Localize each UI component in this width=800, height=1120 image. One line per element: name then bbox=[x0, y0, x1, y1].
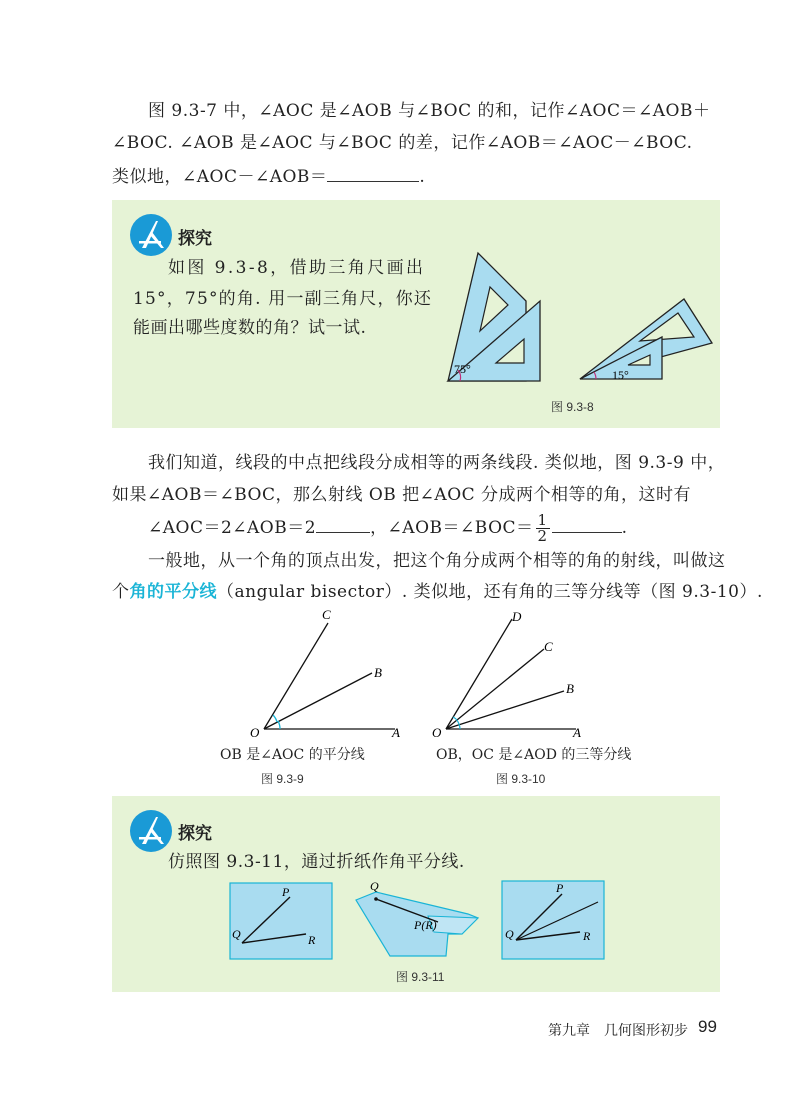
figure-9-3-10 bbox=[430, 605, 600, 750]
explore-icon bbox=[128, 212, 174, 258]
answer-blank-3[interactable] bbox=[552, 514, 622, 533]
label-c: C bbox=[544, 639, 553, 654]
label-q-2: Q bbox=[370, 879, 379, 893]
angle-mark-2 bbox=[273, 715, 277, 722]
equation-part2: ，∠AOB＝∠BOC＝ bbox=[370, 518, 534, 538]
label-a: A bbox=[573, 725, 581, 740]
explore1-line3: 能画出哪些度数的角？试一试. bbox=[133, 318, 367, 338]
label-d: D bbox=[512, 609, 522, 624]
para2-line2: 如果∠AOB＝∠BOC，那么射线 OB 把∠AOC 分成两个相等的角，这时有 bbox=[112, 485, 692, 505]
answer-blank[interactable] bbox=[327, 163, 419, 182]
fig9-description: OB 是∠AOC 的平分线 bbox=[220, 747, 365, 763]
label-q-3: Q bbox=[505, 927, 514, 941]
label-b: B bbox=[374, 665, 382, 680]
para3-line2 bbox=[112, 580, 763, 604]
caption-9-3-10: 图 9.3-10 bbox=[496, 772, 546, 786]
caption-9-3-11: 图 9.3-11 bbox=[396, 970, 445, 984]
para3-post: （angular bisector）. 类似地，还有角的三等分线等（图 9.3-10）. bbox=[217, 582, 763, 602]
label-o: O bbox=[250, 725, 260, 740]
label-p-3: P bbox=[556, 881, 564, 895]
label-a: A bbox=[392, 725, 400, 740]
figure-9-3-9 bbox=[240, 605, 420, 750]
set-squares-figure bbox=[440, 245, 720, 395]
label-pr-2: P(R) bbox=[414, 918, 437, 932]
explore-icon bbox=[128, 808, 174, 854]
paper-1 bbox=[230, 883, 332, 959]
fraction-numerator: 1 bbox=[537, 511, 548, 529]
angle-mark-1 bbox=[278, 721, 280, 729]
para1-line3-text: 类似地，∠AOC－∠AOB＝ bbox=[112, 167, 328, 187]
label-15: 15° bbox=[612, 368, 629, 382]
explore1-line2: 15°，75°的角. 用一副三角尺，你还 bbox=[133, 289, 433, 309]
explore-title-2: 探究 bbox=[178, 824, 212, 844]
answer-blank-2[interactable] bbox=[316, 514, 370, 533]
fig10-description: OB，OC 是∠AOD 的三等分线 bbox=[436, 747, 632, 763]
fraction-one-half bbox=[536, 513, 550, 544]
equation-part1: ∠AOC＝2∠AOB＝2 bbox=[148, 518, 317, 538]
fraction-denominator: 2 bbox=[537, 527, 548, 545]
explore-title-1: 探究 bbox=[178, 229, 212, 249]
label-r-3: R bbox=[583, 929, 591, 943]
para2-line1: 我们知道，线段的中点把线段分成相等的两条线段. 类似地，图 9.3-9 中， bbox=[148, 453, 726, 473]
label-b: B bbox=[566, 681, 574, 696]
point-q-2 bbox=[374, 897, 378, 901]
explore1-line1: 如图 9.3-8，借助三角尺画出 bbox=[168, 258, 426, 278]
angle-mark-1 bbox=[459, 724, 460, 729]
page-number: 99 bbox=[698, 1017, 717, 1036]
label-q-1: Q bbox=[232, 927, 241, 941]
figure-9-3-11 bbox=[228, 878, 608, 962]
label-c: C bbox=[322, 607, 331, 622]
para1-line2: ∠BOC. ∠AOB 是∠AOC 与∠BOC 的差，记作∠AOB＝∠AOC－∠BOC. bbox=[112, 133, 693, 153]
label-r-1: R bbox=[308, 933, 316, 947]
label-75: 75° bbox=[454, 362, 471, 376]
caption-9-3-9: 图 9.3-9 bbox=[261, 772, 304, 786]
caption-9-3-8: 图 9.3-8 bbox=[551, 400, 594, 414]
label-p-1: P bbox=[282, 885, 290, 899]
para1-line1: 图 9.3-7 中，∠AOC 是∠AOB 与∠BOC 的和，记作∠AOC＝∠AOB＋ bbox=[148, 101, 711, 121]
ray-oc bbox=[446, 649, 544, 729]
para1-line3: 类似地，∠AOC－∠AOB＝ . bbox=[112, 163, 425, 189]
explore2-line1: 仿照图 9.3-11，通过折纸作角平分线. bbox=[168, 852, 465, 872]
ray-od bbox=[446, 619, 512, 729]
footer-chapter: 第九章 几何图形初步 bbox=[548, 1023, 688, 1039]
para2-equation: ∠AOC＝2∠AOB＝2 ，∠AOB＝∠BOC＝ $\frac{1}{2}$ . bbox=[148, 511, 628, 545]
ray-ob bbox=[446, 691, 564, 729]
para3-pre: 个 bbox=[112, 582, 130, 602]
angle-mark-3 bbox=[453, 717, 456, 719]
paper-3 bbox=[502, 881, 604, 959]
term-angle-bisector: 角的平分线 bbox=[129, 582, 217, 602]
label-o: O bbox=[432, 725, 442, 740]
para3-line1: 一般地，从一个角的顶点出发，把这个角分成两个相等的角的射线，叫做这 bbox=[148, 551, 726, 571]
